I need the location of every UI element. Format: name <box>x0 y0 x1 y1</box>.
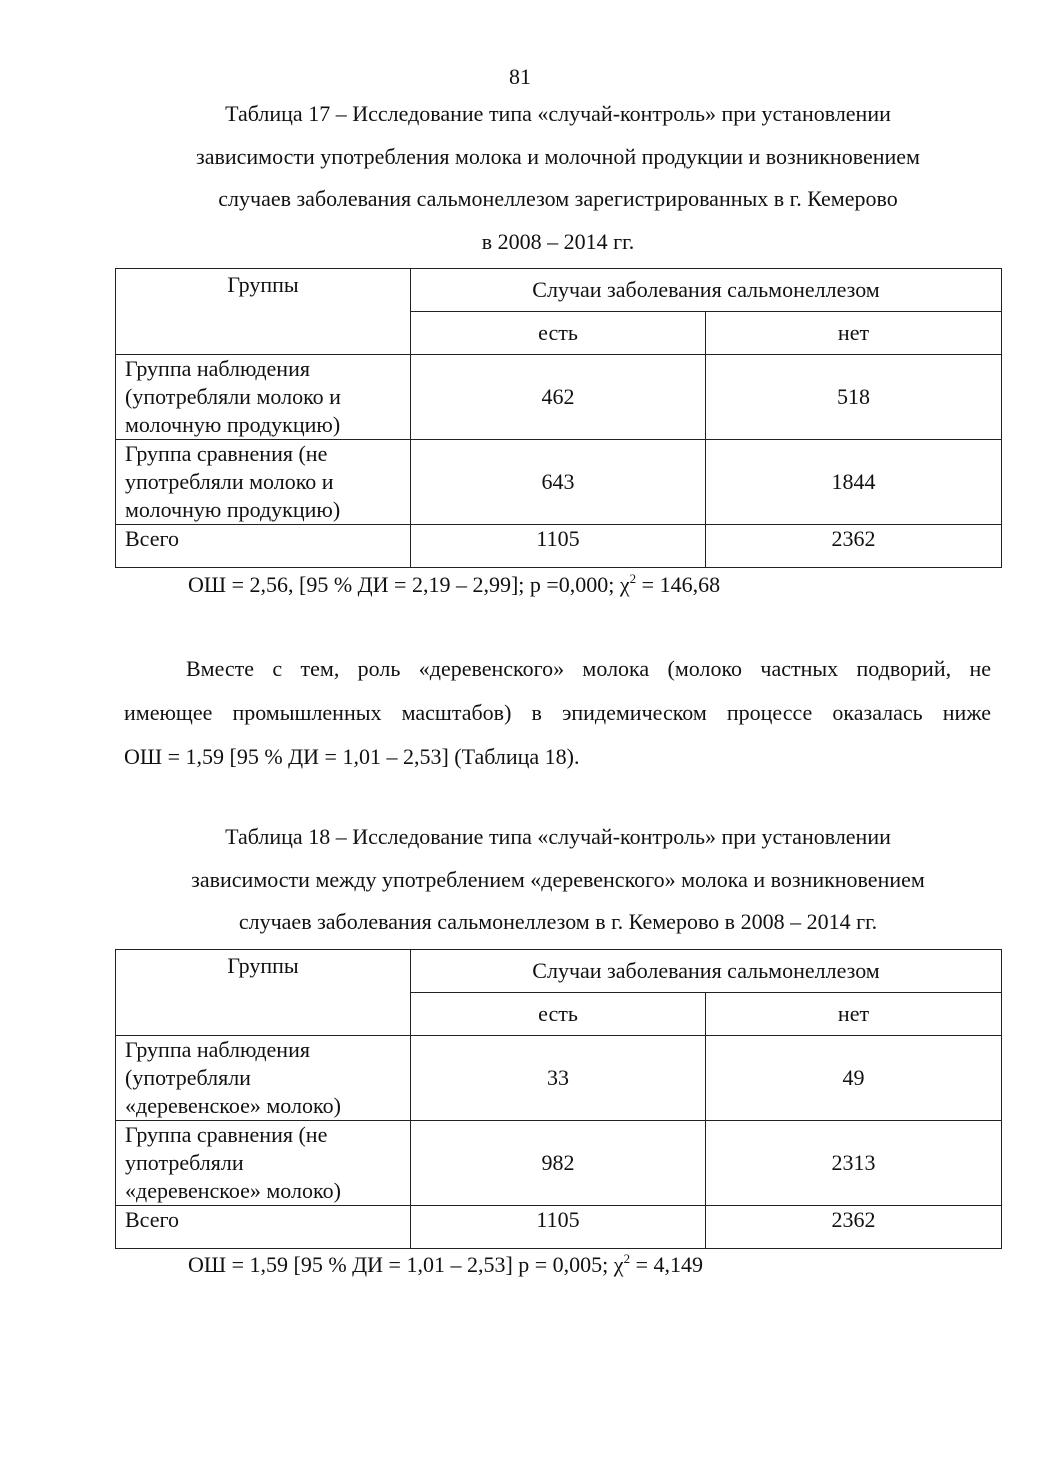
row-label: Группа наблюдения (употребляли молоко и молочную продукцию) <box>116 355 411 440</box>
table17-stats: ОШ = 2,56, [95 % ДИ = 2,19 – 2,99]; p =0,000; $\chi^2 = 146,68$ <box>188 571 721 597</box>
total-yes: 1105 <box>411 1206 706 1249</box>
cases-header: Случаи заболевания сальмонеллезом <box>411 950 1002 993</box>
total-label: Всего <box>116 1206 411 1249</box>
cell-no: 49 <box>706 1036 1002 1121</box>
table17-caption-line: зависимости употребления молока и молочной продукции и возникновением <box>196 144 920 169</box>
table-row <box>116 355 1002 440</box>
table18-caption-line: зависимости между употреблением «деревенского» молока и возникновением <box>191 867 925 892</box>
total-label: Всего <box>116 525 411 568</box>
chi-square-exponent: 2 <box>623 1251 631 1266</box>
groups-header: Группы <box>116 269 411 355</box>
table18-stats: ОШ = 1,59 [95 % ДИ = 1,01 – 2,53] p = 0,005; $\chi^2 = 4,149$ <box>188 1251 703 1277</box>
cell-yes: 643 <box>411 440 706 525</box>
total-no: 2362 <box>706 1206 1002 1249</box>
total-row <box>116 1206 1002 1249</box>
table17-caption-line: в 2008 – 2014 гг. <box>481 229 635 254</box>
cell-yes: 982 <box>411 1121 706 1206</box>
no-header: нет <box>706 312 1002 355</box>
table17 <box>115 268 1002 568</box>
cell-yes: 33 <box>411 1036 706 1121</box>
row-label: Группа сравнения (не употребляли молоко и молочную продукцию) <box>116 440 411 525</box>
table18 <box>115 949 1002 1249</box>
table-row <box>116 1036 1002 1121</box>
total-no: 2362 <box>706 525 1002 568</box>
table17-caption-line: Таблица 17 – Исследование типа «случай-контроль» при установлении <box>225 101 891 126</box>
chi-square-exponent: 2 <box>629 571 637 586</box>
page-number: 81 <box>509 64 531 89</box>
body-paragraph <box>124 647 991 779</box>
cell-no: 2313 <box>706 1121 1002 1206</box>
cell-no: 518 <box>706 355 1002 440</box>
row-label: Группа сравнения (не употребляли «деревенское» молоко) <box>116 1121 411 1206</box>
groups-header: Группы <box>116 950 411 1036</box>
table-row <box>116 440 1002 525</box>
table17-caption-line: случаев заболевания сальмонеллезом зарегистрированных в г. Кемерово <box>218 186 898 211</box>
total-yes: 1105 <box>411 525 706 568</box>
table18-caption-line: случаев заболевания сальмонеллезом в г. Кемерово в 2008 – 2014 гг. <box>238 909 878 934</box>
paragraph-line: имеющее промышленных масштабов) в эпидемическом процессе оказалась ниже <box>124 700 991 725</box>
cell-yes: 462 <box>411 355 706 440</box>
row-label: Группа наблюдения (употребляли «деревенское» молоко) <box>116 1036 411 1121</box>
no-header: нет <box>706 993 1002 1036</box>
table18-caption-line: Таблица 18 – Исследование типа «случай-контроль» при установлении <box>225 824 891 849</box>
table-row <box>116 1121 1002 1206</box>
cases-header: Случаи заболевания сальмонеллезом <box>411 269 1002 312</box>
cell-no: 1844 <box>706 440 1002 525</box>
paragraph-line: ОШ = 1,59 [95 % ДИ = 1,01 – 2,53] (Таблица 18). <box>124 744 580 769</box>
yes-header: есть <box>411 312 706 355</box>
total-row <box>116 525 1002 568</box>
yes-header: есть <box>411 993 706 1036</box>
paragraph-line: Вместе с тем, роль «деревенского» молока (молоко частных подворий, не <box>186 656 991 681</box>
